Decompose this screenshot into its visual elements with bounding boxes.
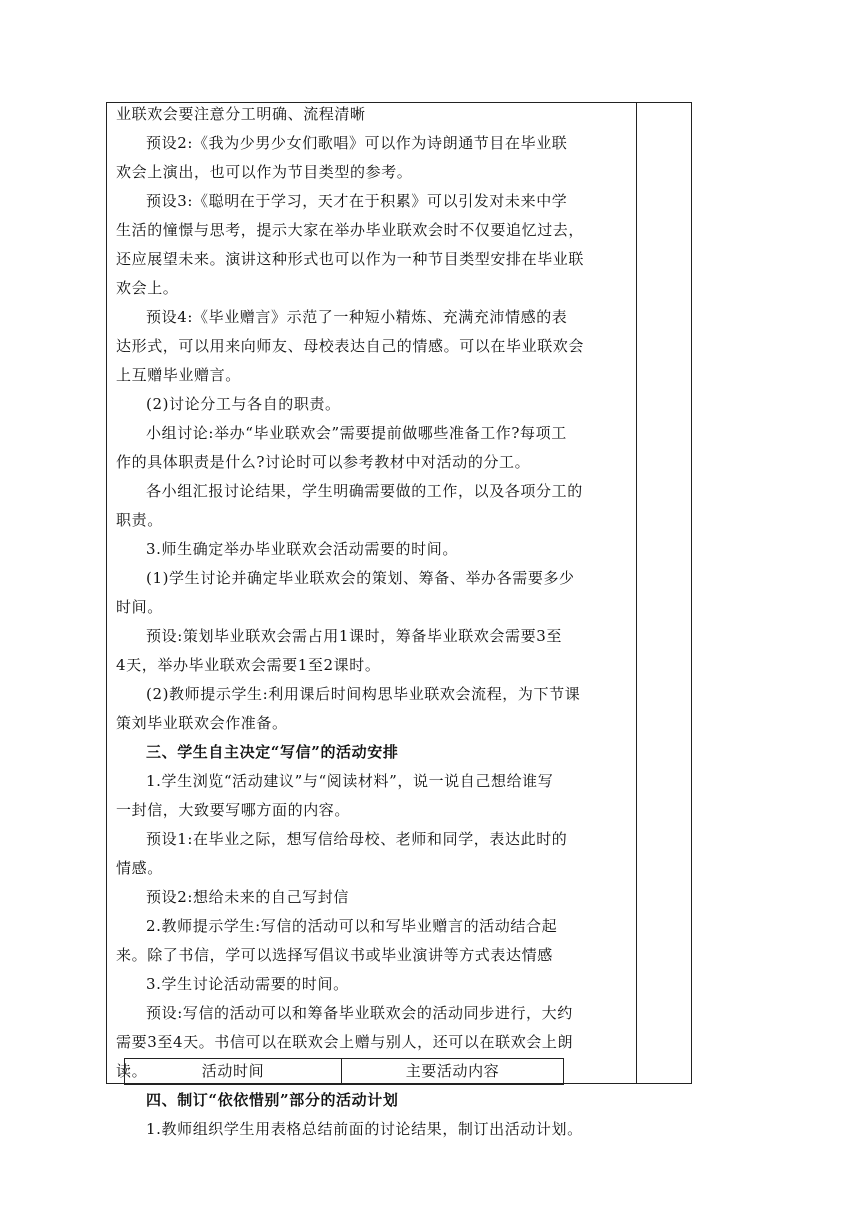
- text-line: 职责。: [116, 511, 163, 529]
- text-line: 预设4:《毕业赠言》示范了一种短小精炼、充满充沛情感的表: [146, 308, 568, 326]
- text-line: 各小组汇报讨论结果，学生明确需要做的工作，以及各项分工的: [146, 482, 583, 500]
- text-line: (2)讨论分工与各自的职责。: [146, 395, 341, 413]
- lesson-content: [116, 103, 632, 1141]
- text-line: 策刘毕业联欢会作准备。: [116, 714, 288, 732]
- text-line: 预设2:《我为少男少女们歌唱》可以作为诗朗通节目在毕业联: [146, 134, 568, 152]
- text-line: 预设:策划毕业联欢会需占用1课时，筹备毕业联欢会需要3至: [146, 627, 562, 645]
- activity-plan-table: [124, 1058, 564, 1085]
- text-line: 需要3至4天。书信可以在联欢会上赠与别人，还可以在联欢会上朗: [116, 1033, 574, 1051]
- text-line: 读。: [116, 1062, 148, 1080]
- text-line: 预设:写信的活动可以和筹备毕业联欢会的活动同步进行，大约: [146, 1004, 573, 1022]
- text-line: 小组讨论:举办“毕业联欢会”需要提前做哪些准备工作?每项工: [146, 424, 567, 442]
- text-line: 1.学生浏览“活动建议”与“阅读材料”，说一说自己想给谁写: [146, 772, 554, 790]
- text-line: 情感。: [116, 859, 163, 877]
- section-heading: 四、制订“依依惜别”部分的活动计划: [146, 1091, 399, 1109]
- column-divider: [636, 102, 637, 1084]
- text-line: 预设3:《聪明在于学习，天才在于积累》可以引发对未来中学: [146, 192, 568, 210]
- text-line: (2)教师提示学生:利用课后时间构思毕业联欢会流程，为下节课: [146, 685, 581, 703]
- text-line: 时间。: [116, 598, 163, 616]
- text-line: 预设2:想给未来的自己写封信: [146, 888, 349, 906]
- text-line: 3.学生讨论活动需要的时间。: [146, 975, 349, 993]
- text-line: 作的具体职责是什么?讨论时可以参考教材中对活动的分工。: [116, 453, 531, 471]
- text-line: 一封信，大致要写哪方面的内容。: [116, 801, 351, 819]
- text-line: 1.教师组织学生用表格总结前面的讨论结果，制订出活动计划。: [146, 1120, 583, 1138]
- text-line: 达形式，可以用来向师友、母校表达自己的情感。可以在毕业联欢会: [116, 337, 585, 355]
- text-line: 2.教师提示学生:写信的活动可以和写毕业赠言的活动结合起: [146, 917, 558, 935]
- text-line: (1)学生讨论并确定毕业联欢会的策划、筹备、举办各需要多少: [146, 569, 575, 587]
- table-header-main-content: 主要活动内容: [405, 1062, 500, 1080]
- text-line: 业联欢会要注意分工明确、流程清晰: [116, 105, 366, 123]
- text-line: 来。除了书信，学可以选择写倡议书或毕业演讲等方式表达情感: [116, 946, 553, 964]
- text-line: 预设1:在毕业之际，想写信给母校、老师和同学，表达此时的: [146, 830, 568, 848]
- text-line: 上互赠毕业赠言。: [116, 366, 241, 384]
- text-line: 生活的憧憬与思考，提示大家在举办毕业联欢会时不仅要追忆过去，: [116, 221, 585, 239]
- text-line: 还应展望未来。演讲这种形式也可以作为一种节目类型安排在毕业联: [116, 250, 585, 268]
- text-line: 3.师生确定举办毕业联欢会活动需要的时间。: [146, 540, 458, 558]
- table-header-activity-time: 活动时间: [125, 1059, 342, 1084]
- text-line: 欢会上演出，也可以作为节目类型的参考。: [116, 163, 413, 181]
- text-line: 4天，举办毕业联欢会需要1至2课时。: [116, 656, 381, 674]
- text-line: 欢会上。: [116, 279, 179, 297]
- section-heading: 三、学生自主决定“写信”的活动安排: [146, 743, 399, 761]
